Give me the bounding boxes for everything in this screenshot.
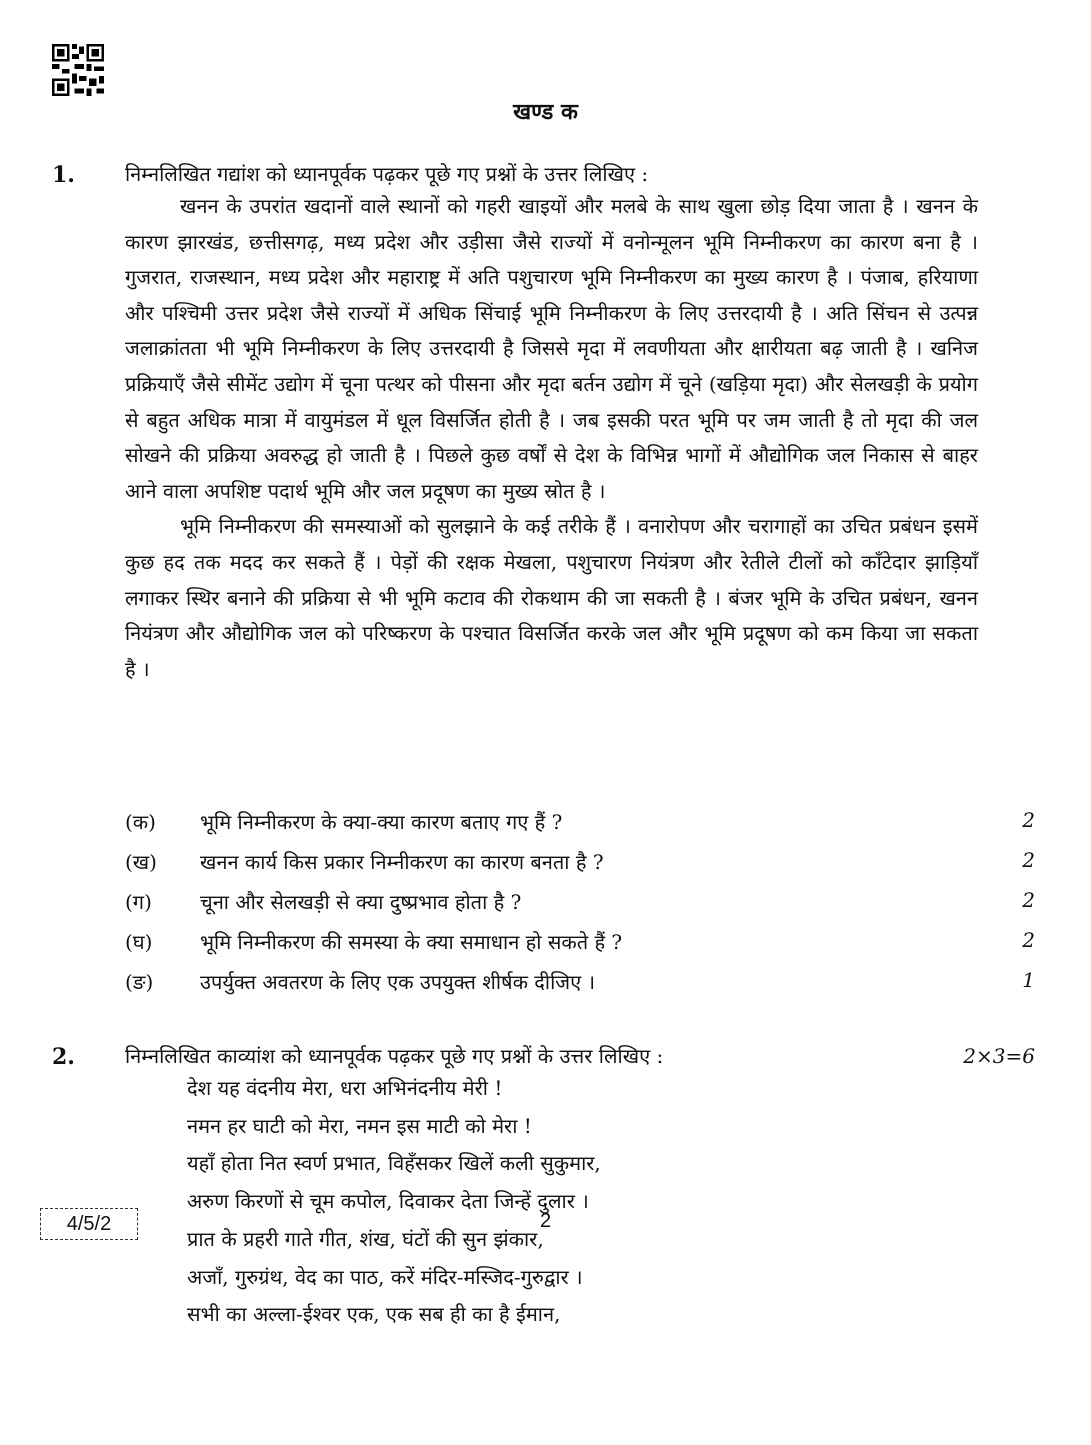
subquestion	[125, 808, 1035, 846]
subquestion	[125, 848, 1035, 886]
subquestion-marks: 2	[1022, 808, 1035, 832]
subquestion	[125, 928, 1035, 966]
prose-passage	[125, 189, 978, 687]
poem-line: देश यह वंदनीय मेरा, धरा अभिनंदनीय मेरी !	[187, 1076, 503, 1100]
paper-code: 4/5/2	[40, 1208, 138, 1240]
poem-line: प्रात के प्रहरी गाते गीत, शंख, घंटों की सुन झंकार,	[187, 1226, 544, 1251]
subquestion	[125, 968, 1035, 1006]
question-number: 2.	[52, 1044, 75, 1070]
question-marks: 2×3=6	[963, 1044, 1035, 1068]
poem-line: अरुण किरणों से चूम कपोल, दिवाकर देता जिन्हें दुलार ।	[187, 1189, 589, 1214]
subquestion-marks: 2	[1022, 888, 1035, 912]
subquestion-marks: 2	[1022, 928, 1035, 952]
subquestion-label: (ङ)	[125, 970, 154, 994]
poem-line: अजाँ, गुरुग्रंथ, वेद का पाठ, करें मंदिर-मस्जिद-गुरुद्वार ।	[187, 1264, 583, 1289]
subquestion-text: उपर्युक्त अवतरण के लिए एक उपयुक्त शीर्षक दीजिए ।	[200, 970, 596, 994]
subquestion-label: (घ)	[125, 930, 153, 954]
poem-stanza	[187, 1070, 601, 1334]
question-instruction: निम्नलिखित गद्यांश को ध्यानपूर्वक पढ़कर पूछे गए प्रश्नों के उत्तर लिखिए :	[125, 162, 649, 186]
question-number: 1.	[52, 162, 75, 188]
subquestion-label: (ग)	[125, 890, 152, 914]
subquestion-text: चूना और सेलखड़ी से क्या दुष्प्रभाव होता है ?	[200, 890, 522, 914]
page-number: 2	[539, 1210, 552, 1232]
poem-line: नमन हर घाटी को मेरा, नमन इस माटी को मेरा !	[187, 1113, 532, 1138]
subquestion-label: (क)	[125, 810, 156, 834]
question-instruction: निम्नलिखित काव्यांश को ध्यानपूर्वक पढ़कर पूछे गए प्रश्नों के उत्तर लिखिए :	[125, 1044, 664, 1068]
subquestion-text: भूमि निम्नीकरण की समस्या के क्या समाधान हो सकते हैं ?	[200, 930, 623, 954]
subquestion-marks: 1	[1022, 968, 1035, 992]
passage-paragraph: भूमि निम्नीकरण की समस्याओं को सुलझाने के कई तरीके हैं । वनारोपण और चरागाहों का उचित प्रबंधन इसमें कुछ हद तक मदद कर सकते हैं । पेड़ों की रक्षक मेखला, पशुचारण नियंत्रण और रेतीले टीलों को काँटेदार झाड़ियाँ लगाकर स्थिर बनाने की प्रक्रिया से भी भूमि कटाव की रोकथाम की जा सकती है । बंजर भूमि के उचित प्रबंधन, खनन नियंत्रण और औद्योगिक जल को परिष्करण के पश्चात विसर्जित करके जल और भूमि प्रदूषण को कम किया जा सकता है ।	[125, 514, 979, 681]
qr-code-icon	[52, 44, 104, 96]
poem-line: यहाँ होता नित स्वर्ण प्रभात, विहँसकर खिलें कली सुकुमार,	[187, 1151, 601, 1176]
section-title: खण्ड क	[513, 99, 578, 125]
subquestion-text: खनन कार्य किस प्रकार निम्नीकरण का कारण बनता है ?	[200, 850, 604, 874]
passage-paragraph: खनन के उपरांत खदानों वाले स्थानों को गहरी खाइयों और मलबे के साथ खुला छोड़ दिया जाता है । खनन के कारण झारखंड, छत्तीसगढ़, मध्य प्रदेश और उड़ीसा जैसे राज्यों में वनोन्मूलन भूमि निम्नीकरण का कारण बना है । गुजरात, राजस्थान, मध्य प्रदेश और महाराष्ट्र में अति पशुचारण भूमि निम्नीकरण का मुख्य कारण है । पंजाब, हरियाणा और पश्चिमी उत्तर प्रदेश जैसे राज्यों में अधिक सिंचाई भूमि निम्नीकरण के लिए उत्तरदायी है । अति सिंचन से उत्पन्न जलाक्रांतता भी भूमि निम्नीकरण के लिए उत्तरदायी है जिससे मृदा में लवणीयता और क्षारीयता बढ़ जाती है । खनिज प्रक्रियाएँ जैसे सीमेंट उद्योग में चूना पत्थर को पीसना और मृदा बर्तन उद्योग में चूने (खड़िया मृदा) और सेलखड़ी के प्रयोग से बहुत अधिक मात्रा में वायुमंडल में धूल विसर्जित होती है । जब इसकी परत भूमि पर जम जाती है तो मृदा की जल सोखने की प्रक्रिया अवरुद्ध हो जाती है । पिछले कुछ वर्षों से देश के विभिन्न भागों में औद्योगिक जल निकास से बाहर आने वाला अपशिष्ट पदार्थ भूमि और जल प्रदूषण का मुख्य स्रोत है ।	[125, 194, 979, 503]
poem-line: सभी का अल्ला-ईश्वर एक, एक सब ही का है ईमान,	[187, 1302, 561, 1327]
subquestion	[125, 888, 1035, 926]
subquestion-label: (ख)	[125, 850, 157, 874]
subquestion-marks: 2	[1022, 848, 1035, 872]
subquestion-text: भूमि निम्नीकरण के क्या-क्या कारण बताए गए हैं ?	[200, 810, 563, 834]
